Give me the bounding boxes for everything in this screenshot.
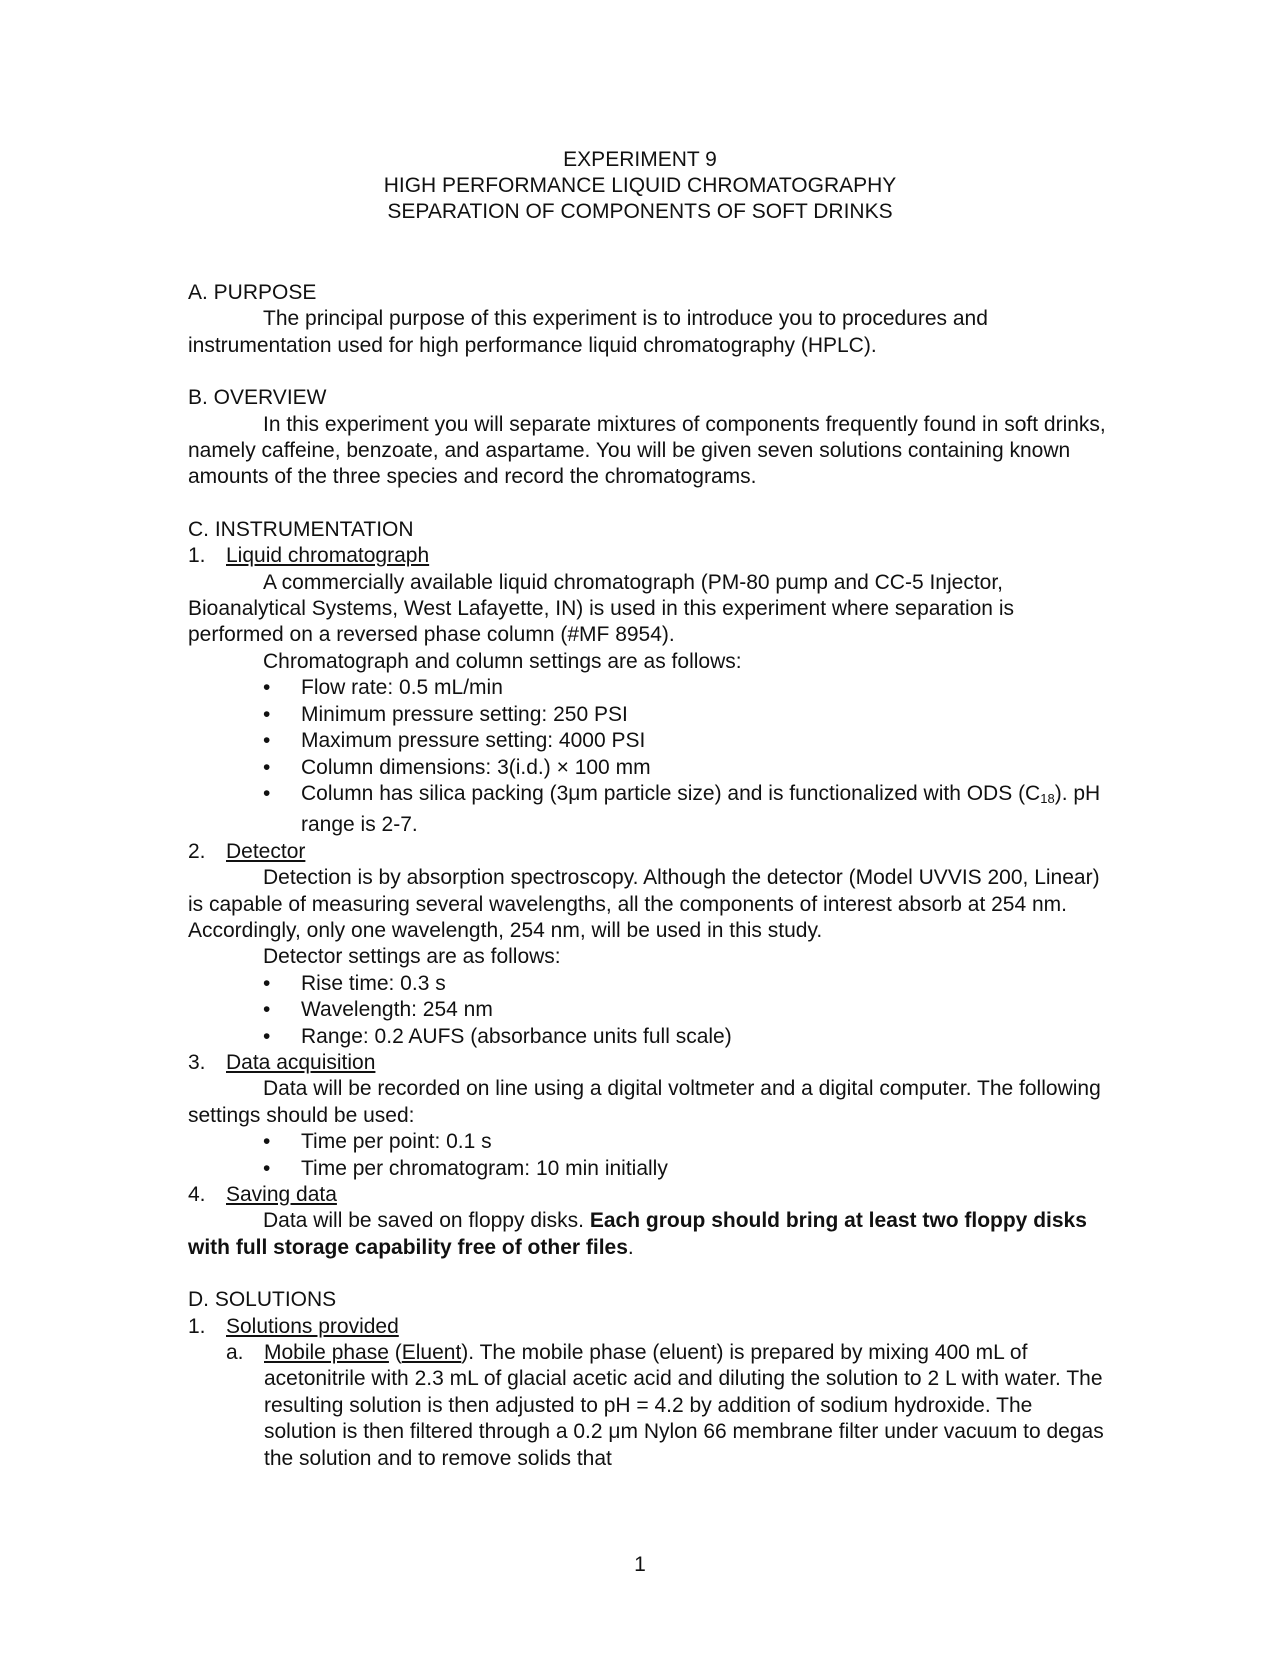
item-number: 1. bbox=[188, 544, 206, 568]
item-number: 3. bbox=[188, 1050, 206, 1074]
item-3-text: Data will be recorded on line using a digital voltmeter and a digital computer. The following settings should be used: bbox=[188, 1077, 1101, 1127]
item-2-text: Detection is by absorption spectroscopy. Although the detector (Model UVVIS 200, Linear) is capable of measuring several wavelengths, all the components of interest absorb at 254 nm. Accordingly, only one wavelength, 254 nm, will be used in this study. bbox=[188, 866, 1100, 942]
document-body bbox=[188, 280, 1108, 1472]
title-line-1: EXPERIMENT 9 bbox=[563, 148, 717, 171]
list-item: • Time per point: 0.1 s bbox=[263, 1130, 492, 1154]
section-a-text: The principal purpose of this experiment is to introduce you to procedures and instrumentation used for high performance liquid chromatography (HPLC). bbox=[188, 307, 988, 357]
list-item: • Wavelength: 254 nm bbox=[263, 998, 493, 1022]
list-item: • Column has silica packing (3μm particle size) and is functionalized with ODS $(C_{18})$. pH range is 2-7. bbox=[263, 781, 1101, 837]
item-1-text: A commercially available liquid chromatograph (PM-80 pump and CC-5 Injector, Bioanalytical Systems, West Lafayette, IN) is used in this experiment where separation is performed on a reversed phase column (#MF 8954). bbox=[188, 570, 1014, 647]
bold-note: Each group should bring at least two floppy disks with full storage capability free of other files bbox=[188, 1209, 1087, 1259]
item-1-heading bbox=[188, 543, 1108, 569]
detector-settings-list bbox=[188, 971, 1108, 1050]
item-number: 1. bbox=[188, 1314, 206, 1338]
list-item: • Minimum pressure setting: 250 PSI bbox=[263, 702, 628, 726]
list-item: • Flow rate: 0.5 mL/min bbox=[263, 676, 503, 700]
list-item: • Rise time: 0.3 s bbox=[263, 971, 446, 995]
section-b-heading: B. OVERVIEW bbox=[188, 386, 327, 410]
list-item: • Time per chromatogram: 10 min initially bbox=[263, 1156, 668, 1180]
item-2-heading bbox=[188, 839, 1108, 865]
sub-item-text: Mobile phase (Eluent). The mobile phase (eluent) is prepared by mixing 400 mL of acetonitrile with 2.3 mL of glacial acetic acid and diluting the solution to 2 L with water. The resulting solution is then adjusted to pH = 4.2 by addition of sodium hydroxide. The solution is then filtered through a 0.2 μm Nylon 66 membrane filter under vacuum to degas the solution and to remove solids that bbox=[264, 1341, 1104, 1470]
sub-item-a bbox=[188, 1340, 1108, 1472]
item-title: Liquid chromatograph bbox=[226, 544, 430, 568]
title-line-2: HIGH PERFORMANCE LIQUID CHROMATOGRAPHY bbox=[383, 174, 897, 197]
section-b-text: In this experiment you will separate mixtures of components frequently found in soft drinks, namely caffeine, benzoate, and aspartame. You will be given seven solutions containing known amounts of the three species and record the chromatograms. bbox=[188, 412, 1106, 489]
chromatograph-settings-list bbox=[188, 675, 1108, 838]
section-a-heading: A. PURPOSE bbox=[188, 281, 317, 304]
list-item: • Column dimensions: 3(i.d.) × 100 mm bbox=[263, 755, 651, 779]
title-line-3: SEPARATION OF COMPONENTS OF SOFT DRINKS bbox=[387, 200, 893, 223]
item-title: Saving data bbox=[226, 1183, 337, 1206]
item-1-settings-intro: Chromatograph and column settings are as follows: bbox=[263, 649, 742, 673]
section-d-heading: D. SOLUTIONS bbox=[188, 1288, 337, 1312]
item-number: 2. bbox=[188, 839, 206, 863]
item-title: Solutions provided bbox=[226, 1314, 399, 1338]
page-number: 1 bbox=[634, 1553, 646, 1576]
list-item: • Range: 0.2 AUFS (absorbance units full scale) bbox=[263, 1024, 732, 1048]
item-title: Data acquisition bbox=[226, 1050, 376, 1074]
list-item: • Maximum pressure setting: 4000 PSI bbox=[263, 729, 646, 753]
item-2-settings-intro: Detector settings are as follows: bbox=[263, 945, 561, 969]
sub-item-letter: a. bbox=[226, 1341, 244, 1365]
data-acquisition-settings-list bbox=[188, 1129, 1108, 1182]
item-number: 4. bbox=[188, 1183, 206, 1206]
item-4-text: Data will be saved on floppy disks. Each group should bring at least two floppy disks with full storage capability free of other files. bbox=[188, 1209, 1087, 1259]
item-title: Detector bbox=[226, 839, 306, 863]
solutions-item-1-heading bbox=[188, 1314, 1108, 1340]
item-4-heading bbox=[188, 1182, 1108, 1208]
title-block bbox=[0, 147, 1280, 225]
section-c-heading: C. INSTRUMENTATION bbox=[188, 517, 414, 541]
item-3-heading bbox=[188, 1050, 1108, 1076]
